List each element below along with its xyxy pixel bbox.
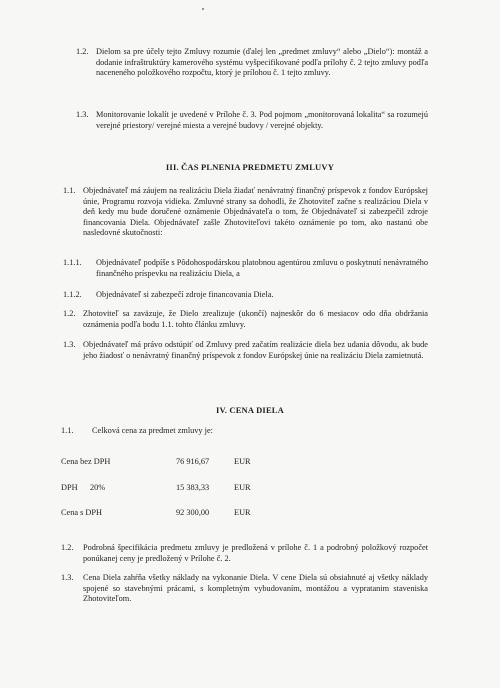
clause-3-3-text: Objednávateľ má právo odstúpiť od Zmluvy pred začatím realizácie diela bez udania dôvodu, ak bude jeho žiadosť o nenávratný finančný príspevok z fondov Európskej únie na realizáciu Diela zamietnutá. [83,340,428,360]
price-currency: EUR [234,508,251,517]
clause-4-3-text: Cena Diela zahŕňa všetky náklady na vykonanie Diela. V cene Diela sú obsiahnuté aj všetky náklady spojené so stavebnými prácami, s kompletným vybudovaním, montážou a vypratanim staveniska Zhotoviteľom. [83,573,428,603]
clause-1-3-text: Monitorovanie lokalít je uvedené v Prílohe č. 3. Pod pojmom „monitorovaná lokalita“ sa rozumejú verejné priestory/ verejné miesta a verejné budovy / verejné objekty. [96,110,428,130]
clause-number: 1.1. [61,426,74,435]
price-amount: 92 300,00 [176,508,210,517]
section-heading: III. ČAS PLNENIA PREDMETU ZMLUVY [165,162,335,172]
section-heading: IV. CENA DIELA [215,405,285,415]
clause-3-1-text: Objednávateľ má záujem na realizáciu Diela žiadať nenávratný finančný príspevok z fondov Európskej únie, Programu rozvoja vidieka. Zmluvné strany sa dohodli, že Zhotoviteľ začne s realizáciou Diela v deň kedy mu bude doručené oznámenie Objednávateľa o tom, že Objednávateľ si zabezpečil zdroje financovania Diela. Objednávateľ zašle Zhotoviteľovi takéto oznámenie po tom, ako nastanú obe nasledovné skutočnosti: [83,186,428,237]
price-label: DPH [61,483,78,492]
clause-number: 1.2. [63,309,76,318]
clause-number: 1.2. [76,47,89,56]
clause-number: 1.1.1. [63,258,82,267]
clause-3-1-1-text: Objednávateľ podpíše s Pôdohospodárskou platobnou agentúrou zmluvu o poskytnutí nenávratného finančného príspevku na realizáciu Diela, a [96,258,428,278]
price-currency: EUR [234,483,251,492]
price-label: Cena s DPH [61,508,103,517]
clause-number: 1.3. [61,573,74,582]
price-currency: EUR [234,457,251,466]
scan-speck [202,8,204,10]
clause-number: 1.3. [76,110,89,119]
price-amount: 15 383,33 [176,483,210,492]
price-rate: 20% [90,483,106,492]
clause-number: 1.1. [63,186,76,195]
clause-number: 1.2. [61,543,74,552]
clause-4-2-text: Podrobná špecifikácia predmetu zmluvy je predložená v prílohe č. 1 a podrobný položkový rozpočet ponúkanej ceny je predložený v Prílohe č. 2. [83,543,428,563]
clause-number: 1.3. [63,340,76,349]
clause-3-1-2-text: Objednávateľ si zabezpečí zdroje financovania Diela. [96,290,274,299]
clause-4-1-text: Celková cena za predmet zmluvy je: [92,426,213,435]
price-label: Cena bez DPH [61,457,111,466]
clause-number: 1.1.2. [63,290,82,299]
price-amount: 76 916,67 [176,457,210,466]
clause-3-2-text: Zhotoviteľ sa zaväzuje, že Dielo zrealizuje (ukončí) najneskôr do 6 mesiacov odo dňa obdržania oznámenia podľa bodu 1.1. tohto článku zmluvy. [83,309,428,329]
clause-1-2-text: Dielom sa pre účely tejto Zmluvy rozumie (ďalej len „predmet zmluvy“ alebo „Dielo“): montáž a dodanie infraštruktúry kamerového systému vyšpecifikované podľa prílohy č. 2 tejto zmluvy podľa naceneného položkového rozpočtu, ktorý je prílohou č. 1 tejto zmluvy. [96,47,428,77]
